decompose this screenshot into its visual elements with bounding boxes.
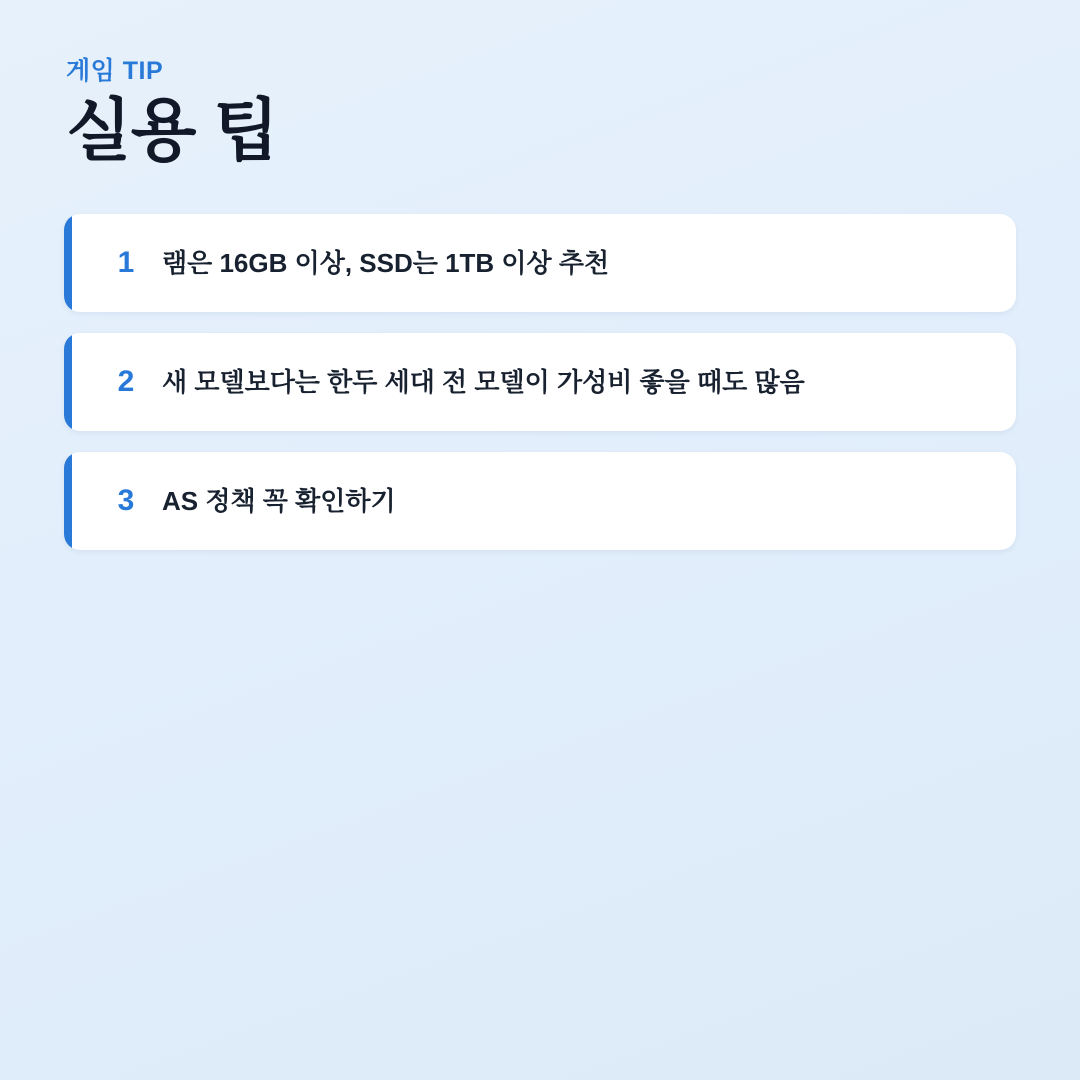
tip-text: 램은 16GB 이상, SSD는 1TB 이상 추천: [162, 247, 610, 278]
page-title: 실용 팁: [66, 93, 278, 169]
list-item: [64, 214, 1016, 312]
tip-text: 새 모델보다는 한두 세대 전 모델이 가성비 좋을 때도 많음: [162, 366, 805, 397]
tip-number: 1: [117, 246, 135, 280]
tip-number: 3: [117, 484, 135, 518]
tip-number: 2: [117, 365, 135, 399]
list-item: [64, 452, 1016, 550]
list-item: [64, 333, 1016, 431]
tip-text: AS 정책 꼭 확인하기: [162, 485, 396, 516]
tip-list: [64, 214, 1016, 550]
eyebrow-label: 게임 TIP: [66, 57, 164, 85]
